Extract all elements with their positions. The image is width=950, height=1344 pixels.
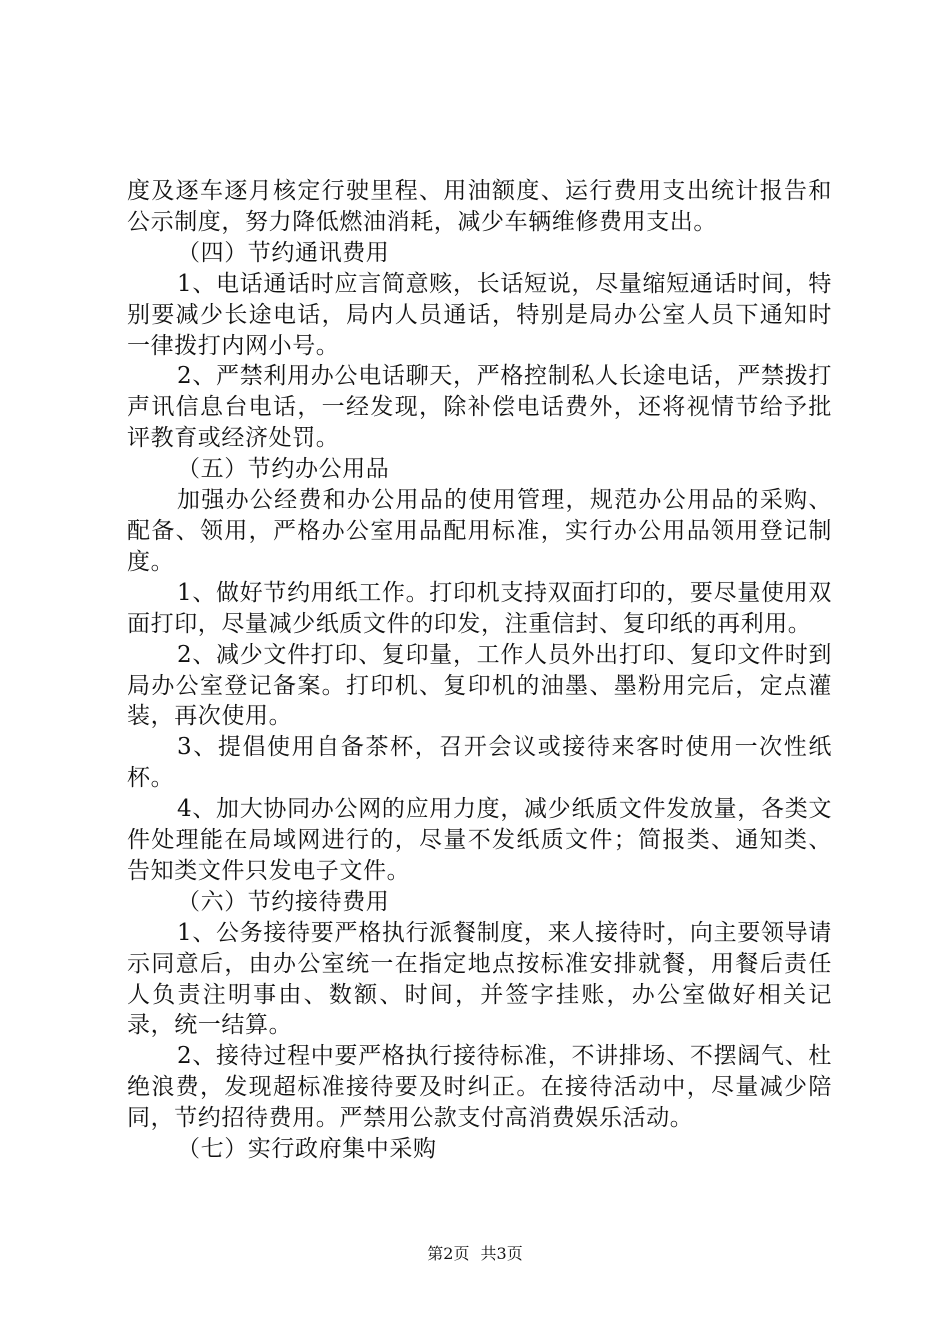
- section-heading-procurement: （七）实行政府集中采购: [177, 1136, 437, 1163]
- paragraph: 4、加大协同办公网的应用力度，减少纸质文件发放量，各类文件处理能在局域网进行的，尽量不发纸质文件；简报类、通知类、告知类文件只发电子文件。: [127, 796, 832, 884]
- section-heading-reception: （六）节约接待费用: [177, 888, 390, 915]
- page-total: 共3页: [480, 1244, 523, 1263]
- paragraph: 2、减少文件打印、复印量，工作人员外出打印、复印文件时到局办公室登记备案。打印机、复印机的油墨、墨粉用完后，定点灌装，再次使用。: [127, 641, 832, 730]
- paragraph: 加强办公经费和办公用品的使用管理，规范办公用品的采购、配备、领用，严格办公室用品配用标准，实行办公用品领用登记制度。: [127, 487, 832, 575]
- section-heading-communication: （四）节约通讯费用: [177, 239, 390, 266]
- section-heading-office-supplies: （五）节约办公用品: [177, 456, 390, 483]
- paragraph: 3、提倡使用自备茶杯，召开会议或接待来客时使用一次性纸杯。: [127, 734, 832, 792]
- paragraph: 1、电话通话时应言简意赅，长话短说，尽量缩短通话时间，特别要减少长途电话，局内人员通话，特别是局办公室人员下通知时一律拨打内网小号。: [127, 270, 832, 359]
- paragraph: 1、做好节约用纸工作。打印机支持双面打印的，要尽量使用双面打印，尽量减少纸质文件的印发，注重信封、复印纸的再利用。: [127, 579, 832, 637]
- paragraph: 2、严禁利用办公电话聊天，严格控制私人长途电话，严禁拨打声讯信息台电话，一经发现，除补偿电话费外，还将视情节给予批评教育或经济处罚。: [127, 363, 832, 452]
- page-number: 第2页: [427, 1244, 470, 1263]
- page-footer: [0, 1244, 950, 1264]
- paragraph: 2、接待过程中要严格执行接待标准，不讲排场、不摆阔气、杜绝浪费，发现超标准接待要及时纠正。在接待活动中，尽量减少陪同，节约招待费用。严禁用公款支付高消费娱乐活动。: [127, 1043, 832, 1132]
- document-body: [127, 176, 832, 1165]
- paragraph: 1、公务接待要严格执行派餐制度，来人接待时，向主要领导请示同意后，由办公室统一在指定地点按标准安排就餐，用餐后责任人负责注明事由、数额、时间，并签字挂账，办公室做好相关记录，统一结算。: [127, 919, 832, 1039]
- paragraph-continuation: 度及逐车逐月核定行驶里程、用油额度、运行费用支出统计报告和公示制度，努力降低燃油消耗，减少车辆维修费用支出。: [127, 178, 832, 235]
